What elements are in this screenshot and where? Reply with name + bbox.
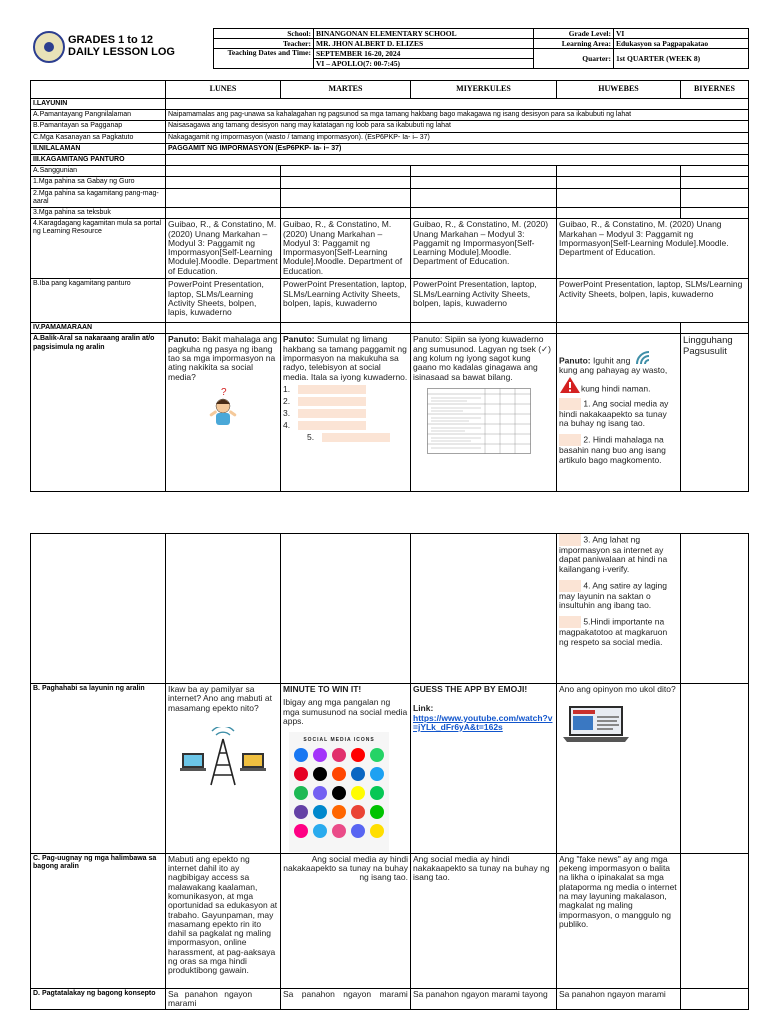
social-app-icon (351, 805, 365, 819)
time-value: VI – APOLLO(7: 00-7:45) (314, 59, 534, 69)
pagganap-text: Naisasagawa ang tamang desisyon nang may katatagan ng loob para sa ikabubuti ng lahat (166, 121, 749, 132)
social-app-icon (313, 824, 327, 838)
teacher-label: Teacher: (214, 39, 314, 49)
social-app-icon (294, 786, 308, 800)
school-label: School: (214, 29, 314, 39)
row-gabay: 1.Mga pahina sa Gabay ng Guro (31, 177, 166, 188)
col-biyernes: BIYERNES (681, 81, 749, 99)
pag-uugnay-huwebes: Ang "fake news" ay ang mga pekeng impormasyon o balita na likha o ipinakalat sa mga plataporma ng media o internet na may layuning makalason, magkalat ng maling impormasyon, o manggulo ng publiko. (557, 853, 681, 988)
warning-icon (559, 376, 581, 394)
quarter-value: 1st QUARTER (WEEK 8) (614, 49, 749, 69)
mat-martes: PowerPoint Presentation, laptop, SLMs/Learning Activity Sheets, bolpen, lapis, kuwaderno (281, 279, 411, 323)
balik-aral-martes: Panuto: Sumulat ng limang hakbang sa tamang paggamit ng impormasyon na makukuha sa radyo, telebisyon at social media. Itala sa iyong kuwaderno. 1. 2. 3. 4. 5. (281, 334, 411, 492)
social-app-icon (294, 805, 308, 819)
row-kagamitan: III.KAGAMITANG PANTURO (31, 155, 166, 166)
social-app-icon (313, 748, 327, 762)
balik-aral-miyerkules: Panuto: Sipiin sa iyong kuwaderno ang sumusunod. Lagyan ng tsek (✓) ang kolum ng iyong sagot kung gaano mo kadalas ginagawa ang isinasaad sa bawat bilang. (411, 334, 557, 492)
pag-uugnay-lunes: Mabuti ang epekto ng internet dahil ito ay nagbibigay access sa malawakang kaalaman, komunikasyon, at mga oportunidad sa edukasyon at trabaho. Gayunpaman, may masamang epekto rin ito dahil sa pagkalat ng maling impormasyon, online harassment, at pag-aaksaya ng oras sa mga hindi produktibong gawain. (166, 853, 281, 988)
blank-1 (298, 385, 366, 394)
row-pamamaraan: IV.PAMAMARAAN (31, 323, 166, 334)
ref-huwebes: Guibao, R., & Constatino, M. (2020) Unang Markahan – Modyul 3: Paggamit ng Impormasyon[Self-Learning Module].Moodle. Department of Education. (557, 219, 749, 279)
social-app-icon (370, 748, 384, 762)
social-app-icon (294, 824, 308, 838)
school-value: BINANGONAN ELEMENTARY SCHOOL (314, 29, 534, 39)
social-app-icon (370, 824, 384, 838)
lesson-log-table-continued (30, 533, 749, 1010)
deped-seal-icon (33, 31, 65, 63)
social-media-icons-image: SOCIAL MEDIA ICONS (289, 732, 389, 852)
social-app-icon (313, 805, 327, 819)
paghahabi-lunes: Ikaw ba ay pamilyar sa internet? Ano ang mabuti at masamang epekto nito? (166, 684, 281, 854)
blank-4 (298, 421, 366, 430)
answer-blanks: 1. 2. 3. 4. 5. (283, 384, 408, 444)
balik-aral-lunes: Panuto: Bakit mahalaga ang pagkuha ng pasya ng ibang tao sa mga impormasyon na ating nakikita sa social media? ? (166, 334, 281, 492)
social-app-icon (370, 767, 384, 781)
youtube-link[interactable]: https://www.youtube.com/watch?v=jYLk_dFr6yA&t=162s (413, 712, 553, 732)
quarter-label: Quarter: (534, 49, 614, 69)
row-kasanayan: C.Mga Kasanayan sa Pagkatuto (31, 132, 166, 143)
row-balik-aral: A.Balik-Aral sa nakaraang aralin at/o pagsisimula ng aralin (31, 334, 166, 492)
svg-text:?: ? (221, 386, 227, 398)
fake-news-laptop-image (561, 704, 631, 744)
col-miyerkules: MIYERKULES (411, 81, 557, 99)
row-karagdagang: 4.Karagdagang kagamitan mula sa portal ng Learning Resource (31, 219, 166, 279)
row-pagtatalakay: D. Pagtatalakay ng bagong konsepto (31, 988, 166, 1010)
col-lunes: LUNES (166, 81, 281, 99)
balik-aral-biyernes: Lingguhang Pagsusulit (681, 334, 749, 492)
social-app-icon (370, 805, 384, 819)
row-pagganap: B.Pamantayan sa Pagganap (31, 121, 166, 132)
ref-martes: Guibao, R., & Constatino, M. (2020) Unang Markahan – Modyul 3: Paggamit ng Impormasyon[Self-Learning Module].Moodle. Department of Education. (281, 219, 411, 279)
internet-tower-icon (178, 727, 268, 787)
blank-2 (298, 397, 366, 406)
social-app-icon (332, 786, 346, 800)
pag-uugnay-martes: Ang social media ay hindi nakakaapekto sa tunay na buhay ng isang tao. (281, 853, 411, 988)
nilalaman-text: PAGGAMIT NG IMPORMASYON (EsP6PKP- Ia- i– 37) (166, 143, 749, 154)
confused-kid-icon (206, 386, 240, 428)
grade-label: Grade Level: (534, 29, 614, 39)
lesson-log-table (30, 80, 749, 492)
blank-5 (322, 433, 390, 442)
row-teksbuk: 3.Mga pahina sa teksbuk (31, 208, 166, 219)
social-app-icon (351, 786, 365, 800)
area-value: Edukasyon sa Pagpapakatao (614, 39, 749, 49)
social-app-icon (294, 748, 308, 762)
corner-cell (31, 81, 166, 99)
social-app-icon (351, 824, 365, 838)
pag-uugnay-miyerkules: Ang social media ay hindi nakakaapekto sa tunay na buhay ng isang tao. (411, 853, 557, 988)
social-app-icon (313, 767, 327, 781)
wifi-icon (633, 348, 655, 366)
header-block (30, 28, 748, 72)
paghahabi-huwebes: Ano ang opinyon mo ukol dito? (557, 684, 681, 854)
kasanayan-text: Nakagagamit ng impormasyon (wasto / tamang impormasyon). (EsP6PKP- Ia- i– 37) (166, 132, 749, 143)
paghahabi-miyerkules: GUESS THE APP BY EMOJI! Link: https://www.youtube.com/watch?v=jYLk_dFr6yA&t=162s (411, 684, 557, 854)
social-app-icon (332, 805, 346, 819)
col-huwebes: HUWEBES (557, 81, 681, 99)
row-nilalaman: II.NILALAMAN (31, 143, 166, 154)
row-pangnilalaman: A.Pamantayang Pangnilalaman (31, 110, 166, 121)
pagtatalakay-martes: Sa panahon ngayon marami (281, 988, 411, 1010)
area-label: Learning Area: (534, 39, 614, 49)
row-layunin: I.LAYUNIN (31, 99, 166, 110)
page-one (30, 28, 748, 465)
social-app-icon (332, 748, 346, 762)
pagtatalakay-huwebes: Sa panahon ngayon marami (557, 988, 681, 1010)
row-pang-aaral: 2.Mga pahina sa kagamitang pang-mag-aaral (31, 188, 166, 207)
mat-lunes: PowerPoint Presentation, laptop, SLMs/Learning Activity Sheets, bolpen, lapis, kuwaderno (166, 279, 281, 323)
mat-huwebes: PowerPoint Presentation, laptop, SLMs/Learning Activity Sheets, bolpen, lapis, kuwaderno (557, 279, 749, 323)
row-iba-pang: B.Iba pang kagamitang panturo (31, 279, 166, 323)
row-sanggunian: A.Sanggunian (31, 166, 166, 177)
social-app-icon (351, 748, 365, 762)
mat-miyerkules: PowerPoint Presentation, laptop, SLMs/Learning Activity Sheets, bolpen, lapis, kuwaderno (411, 279, 557, 323)
row-paghahabi: B. Paghahabi sa layunin ng aralin (31, 684, 166, 854)
social-app-icon (332, 824, 346, 838)
teacher-value: MR. JHON ALBERT D. ELIZES (314, 39, 534, 49)
pangnilalaman-text: Naipamamalas ang pag-unawa sa kahalagahan ng pagsunod sa mga tamang hakbang bago makagawa ng isang desisyon para sa ikabubuti ng lahat (166, 110, 749, 121)
grade-value: VI (614, 29, 749, 39)
social-app-icon (332, 767, 346, 781)
dates-label: Teaching Dates and Time: (214, 49, 314, 69)
paghahabi-martes: MINUTE TO WIN IT! Ibigay ang mga pangalan ng mga sumusunod na social media apps. SOCIAL MEDIA ICONS (281, 684, 411, 854)
col-martes: MARTES (281, 81, 411, 99)
social-app-icon (313, 786, 327, 800)
pagtatalakay-miyerkules: Sa panahon ngayon marami tayong (411, 988, 557, 1010)
social-app-icon (370, 786, 384, 800)
social-app-icon (351, 767, 365, 781)
ref-lunes: Guibao, R., & Constatino, M. (2020) Unang Markahan – Modyul 3: Paggamit ng Impormasyon[Self-Learning Module].Moodle. Department of Education. (166, 219, 281, 279)
info-table (213, 28, 749, 69)
pagtatalakay-lunes: Sa panahon ngayon marami (166, 988, 281, 1010)
thu-continued: 3. Ang lahat ng impormasyon sa internet ay dapat paniwalaan at hindi na kailangang i-verify. 4. Ang satire ay laging may layunin na saktan o insultuhin ang ibang tao. 5.Hindi importante na magpakatotoo at magkaruon ng respeto sa social media. (557, 534, 681, 684)
checklist-table-image (427, 388, 531, 454)
balik-aral-huwebes: Panuto: Iguhit ang kung ang pahayag ay wasto, kung hindi naman. 1. Ang social media ay hindi nakakaapekto sa tunay na buhay ng isang tao. 2. Hindi mahalaga na basahin nang buo ang isang artikulo bago magkomento. (557, 334, 681, 492)
dates-value: SEPTEMBER 16-20, 2024 (314, 49, 534, 59)
blank-3 (298, 409, 366, 418)
document-title: GRADES 1 to 12 DAILY LESSON LOG (68, 34, 175, 58)
social-icons-grid (289, 745, 389, 845)
row-pag-uugnay: C. Pag-uugnay ng mga halimbawa sa bagong aralin (31, 853, 166, 988)
ref-miyerkules: Guibao, R., & Constatino, M. (2020) Unang Markahan – Modyul 3: Paggamit ng Impormasyon[Self-Learning Module].Moodle. Department of Education. (411, 219, 557, 279)
social-app-icon (294, 767, 308, 781)
